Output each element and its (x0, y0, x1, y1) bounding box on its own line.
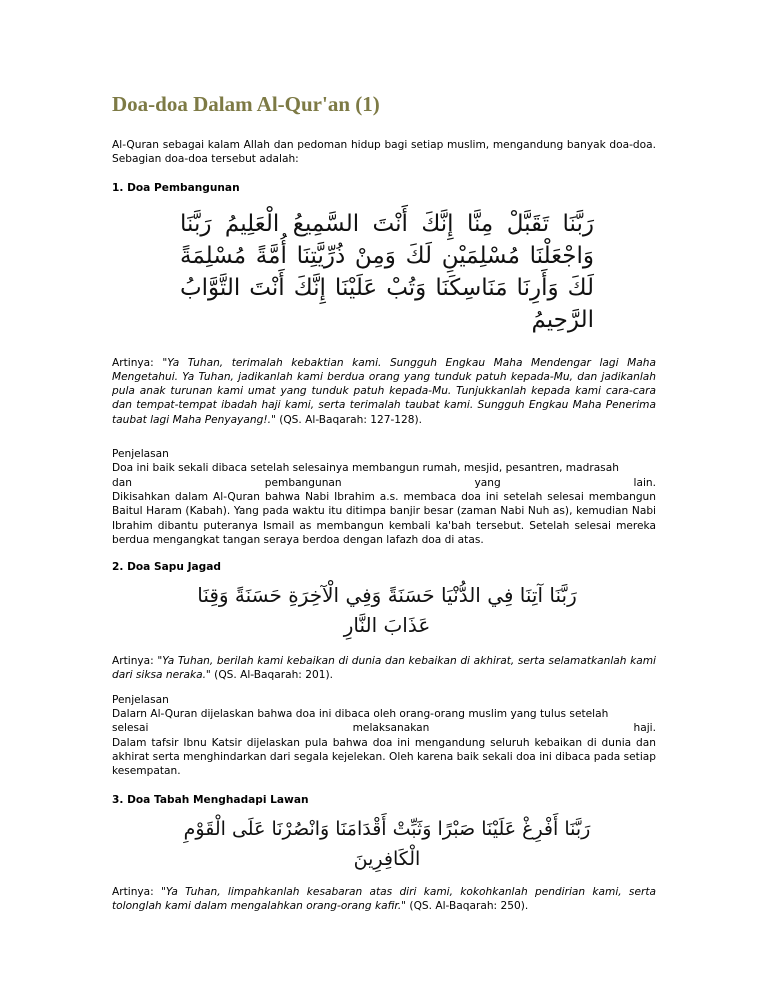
translation-1 (112, 356, 656, 427)
explanation-text: Dikisahkan dalam Al-Quran bahwa Nabi Ibrahim a.s. membaca doa ini setelah selesai membangun Baitul Haram (Kabah). Yang pada waktu itu ditimpa banjir besar (zaman Nabi Nuh as), kemudian Nabi Ibrahim dibantu puteranya Ismail as membangun kembali ka'bah tersebut. Setelah selesai mereka berdua mengangkat tangan seraya berdoa dengan lafazh doa di atas. (112, 490, 656, 546)
arabic-verse-1: رَبَّنَا تَقَبَّلْ مِنَّا إِنَّكَ أَنْتَ السَّمِيعُ الْعَلِيمُ رَبَّنَا وَاجْعَلْنَا مُسْلِمَيْنِ لَكَ وَمِنْ ذُرِّيَّتِنَا أُمَّةً مُسْلِمَةً لَكَ وَأَرِنَا مَنَاسِكَنَا وَتُبْ عَلَيْنَا إِنَّكَ أَنْتَ التَّوَّابُ الرَّحِيمُ (180, 210, 594, 333)
explanation-line: Dalarn Al-Quran dijelaskan bahwa doa ini dibaca oleh orang-orang muslim yang tulus setelah (112, 708, 609, 721)
section-heading-3: 3. Doa Tabah Menghadapi Lawan (112, 793, 309, 806)
verse-reference: (QS. Al-Baqarah: 127-128). (275, 413, 423, 426)
explanation-1 (112, 447, 656, 547)
explanation-text: Dalam tafsir Ibnu Katsir dijelaskan pula bahwa doa ini mengandung seluruh kebaikan di dunia dan akhirat serta menghindarkan dari segala kejelekan. Oleh karena baik sekali doa ini dibaca pada setiap kesempatan. (112, 736, 656, 778)
artinya-label: Artinya: (112, 885, 162, 898)
section-heading-2: 2. Doa Sapu Jagad (112, 561, 221, 574)
explanation-label: Penjelasan (112, 448, 169, 461)
translation-text: "Ya Tuhan, berilah kami kebaikan di dunia dan kebaikan di akhirat, serta selamatkanlah kami dari siksa neraka." (112, 655, 656, 682)
explanation-line: selesai melaksanakan haji. (112, 722, 656, 735)
translation-text: "Ya Tuhan, terimalah kebaktian kami. Sungguh Engkau Maha Mendengar lagi Maha Mengetahui. Ya Tuhan, jadikanlah kami berdua orang yang tunduk patuh kepada-Mu, dan jadikanlah pula anak turunan kami umat yang tunduk patuh kepada-Mu. Tunjukkanlah kepada kami cara-cara dan tempat-tempat ibadah haji kami, serta terimalah taubat kami. Sungguh Engkau Maha Penerima taubat lagi Maha Penyayang!." (112, 356, 656, 426)
translation-3 (112, 885, 656, 914)
page-title: Doa-doa Dalam Al-Qur'an (1) (112, 92, 380, 116)
intro-paragraph: Al-Quran sebagai kalam Allah dan pedoman hidup bagi setiap muslim, mengandung banyak doa-doa. Sebagian doa-doa tersebut adalah: (112, 139, 656, 166)
translation-2 (112, 654, 656, 683)
explanation-line: Doa ini baik sekali dibaca setelah selesainya membangun rumah, mesjid, pesantren, madrasah (112, 462, 619, 475)
document-page (112, 0, 656, 913)
verse-reference: (QS. Al-Baqarah: 201). (210, 669, 333, 682)
section-heading-1: 1. Doa Pembangunan (112, 181, 240, 194)
verse-reference: (QS. Al-Baqarah: 250). (406, 899, 529, 912)
explanation-label: Penjelasan (112, 693, 169, 706)
explanation-line: dan pembangunan yang lain. (112, 476, 656, 489)
translation-text: "Ya Tuhan, limpahkanlah kesabaran atas diri kami, kokohkanlah pendirian kami, serta tolonglah kami dalam mengalahkan orang-orang kafir." (112, 885, 656, 912)
arabic-verse-2: رَبَّنَا آتِنَا فِي الدُّنْيَا حَسَنَةً وَفِي الْآخِرَةِ حَسَنَةً وَقِنَا عَذَابَ النَّارِ (197, 583, 577, 638)
artinya-label: Artinya: (112, 655, 158, 668)
artinya-label: Artinya: (112, 356, 163, 369)
arabic-verse-3: رَبَّنَا أَفْرِغْ عَلَيْنَا صَبْرًا وَثَبِّتْ أَقْدَامَنَا وَانْصُرْنَا عَلَى الْقَوْمِ الْكَافِرِينَ (183, 817, 591, 870)
explanation-2 (112, 693, 656, 779)
